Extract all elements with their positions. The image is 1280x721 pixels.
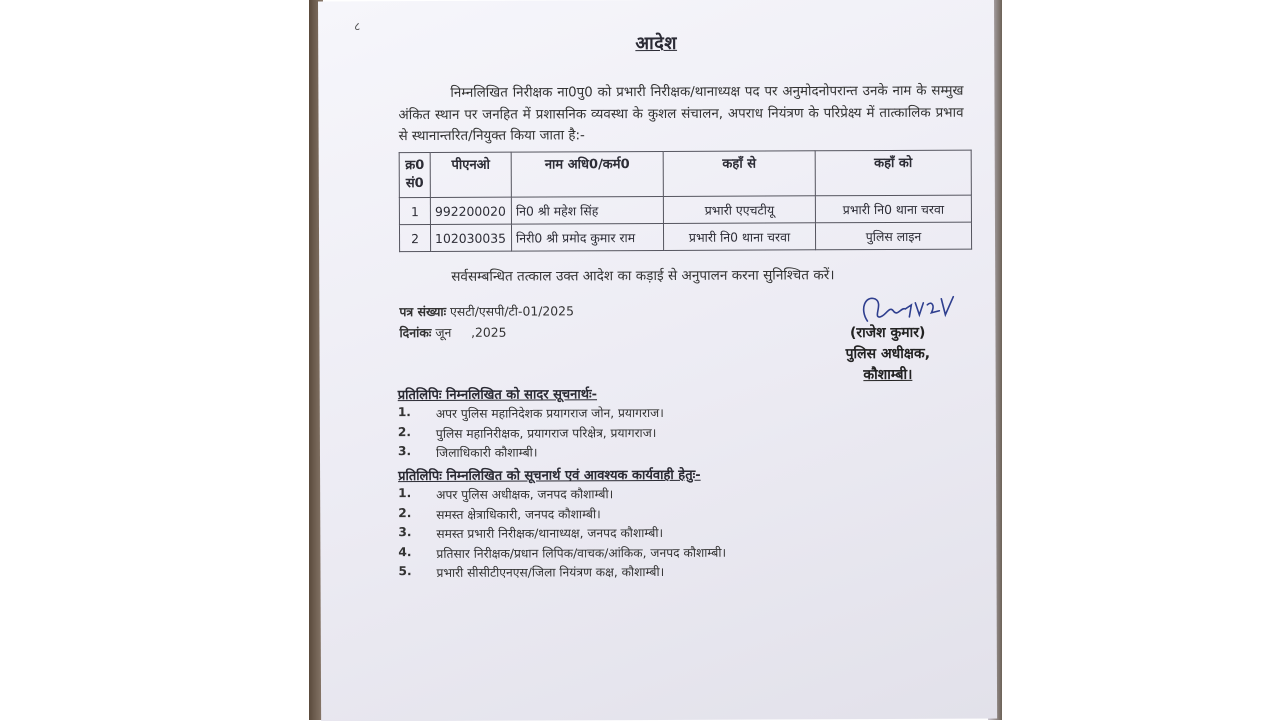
cell-serial: 1 xyxy=(399,197,430,224)
reference-block xyxy=(399,300,574,343)
list-item-text: पुलिस महानिरीक्षक, प्रयागराज परिक्षेत्र, प्रयागराज। xyxy=(435,425,657,441)
header-from: कहाँ से xyxy=(663,151,815,197)
cc-heading-information: प्रतिलिपिः निम्नलिखित को सादर सूचनार्थः- xyxy=(397,387,598,404)
cc-list-action xyxy=(398,485,726,584)
signatory-designation: पुलिस अधीक्षक, xyxy=(845,345,931,363)
cell-pno: 992200020 xyxy=(430,197,511,224)
cell-from: प्रभारी एएचटीयू xyxy=(663,196,815,224)
date-value: जून ,2025 xyxy=(435,324,507,340)
header-pno: पीएनओ xyxy=(430,152,511,197)
list-item xyxy=(398,443,664,464)
list-item-text: जिलाधिकारी कौशाम्बी। xyxy=(435,445,538,460)
intro-paragraph: निम्नलिखित निरीक्षक ना0पु0 को प्रभारी निरीक्षक/थानाध्यक्ष पद पर अनुमोदनोपरान्त उनके नाम के सम्मुख अंकित स्थान पर जनहित में प्रशासनिक व्यवस्था के कुशल संचालन, अपराध नियंत्रण के परिप्रेक्ष्य में तात्कालिक प्रभाव से स्थानान्तरित/नियुक्त किया जाता है:- xyxy=(398,84,964,145)
signatory-name: (राजेश कुमार) xyxy=(849,324,926,342)
list-item-text: समस्त प्रभारी निरीक्षक/थानाध्यक्ष, जनपद कौशाम्बी। xyxy=(436,525,664,541)
list-item xyxy=(398,404,664,425)
date-line xyxy=(399,321,574,343)
header-to: कहाँ को xyxy=(815,150,971,196)
letter-number-label: पत्र संख्याः xyxy=(399,303,447,320)
table-header-row xyxy=(399,150,971,197)
list-item-text: समस्त क्षेत्राधिकारी, जनपद कौशाम्बी। xyxy=(436,506,601,522)
list-item-number: 1. xyxy=(398,486,412,501)
handwritten-signature xyxy=(853,291,963,327)
cell-to: प्रभारी नि0 थाना चरवा xyxy=(815,195,971,223)
list-item-number: 1. xyxy=(397,405,411,420)
cell-name: नि0 श्री महेश सिंह xyxy=(511,196,663,224)
letter-number-line xyxy=(399,300,574,322)
list-item-number: 5. xyxy=(398,564,412,579)
list-item-number: 4. xyxy=(398,544,412,559)
list-item xyxy=(398,485,726,506)
cell-name: निरी0 श्री प्रमोद कुमार राम xyxy=(511,223,663,251)
list-item xyxy=(398,524,726,545)
cell-serial: 2 xyxy=(399,224,430,251)
table-row xyxy=(399,195,971,224)
cell-from: प्रभारी नि0 थाना चरवा xyxy=(663,223,815,251)
list-item-number: 3. xyxy=(397,444,412,459)
list-item xyxy=(398,504,726,525)
list-item xyxy=(398,563,726,584)
list-item-text: प्रभारी सीसीटीएनएस/जिला नियंत्रण कक्ष, कौशाम्बी। xyxy=(436,564,665,580)
cell-pno: 102030035 xyxy=(430,224,511,251)
list-item-number: 3. xyxy=(398,525,412,540)
cell-to: पुलिस लाइन xyxy=(815,222,971,250)
header-serial: क्र0 सं0 xyxy=(399,152,430,197)
cc-heading-action: प्रतिलिपिः निम्नलिखित को सूचनार्थ एवं आवश्यक कार्यवाही हेतुः- xyxy=(398,467,701,485)
letter-number-value: एसटी/एसपी/टी-01/2025 xyxy=(449,303,574,319)
list-item-number: 2. xyxy=(398,505,412,520)
signatory-block xyxy=(845,323,930,386)
list-item-number: 2. xyxy=(397,424,412,439)
table-row xyxy=(399,222,971,251)
cc-list-information xyxy=(398,404,664,464)
compliance-note: सर्वसम्बन्धित तत्काल उक्त आदेश का कड़ाई से अनुपालन करना सुनिश्चित करें। xyxy=(451,267,835,285)
corner-mark: ८ xyxy=(354,19,361,34)
transfer-table xyxy=(399,150,972,252)
document-title: आदेश xyxy=(635,32,678,55)
signatory-district: कौशाम्बी। xyxy=(863,366,913,384)
list-item-text: अपर पुलिस अधीक्षक, जनपद कौशाम्बी। xyxy=(436,487,614,502)
order-document-sheet xyxy=(318,0,997,721)
date-label: दिनांकः xyxy=(399,324,432,341)
header-name: नाम अधि0/कर्म0 xyxy=(511,151,663,197)
list-item xyxy=(398,543,726,564)
list-item-text: प्रतिसार निरीक्षक/प्रधान लिपिक/वाचक/आंकिक, जनपद कौशाम्बी। xyxy=(436,545,727,561)
list-item xyxy=(398,423,664,444)
list-item-text: अपर पुलिस महानिदेशक प्रयागराज जोन, प्रयागराज। xyxy=(435,405,664,421)
